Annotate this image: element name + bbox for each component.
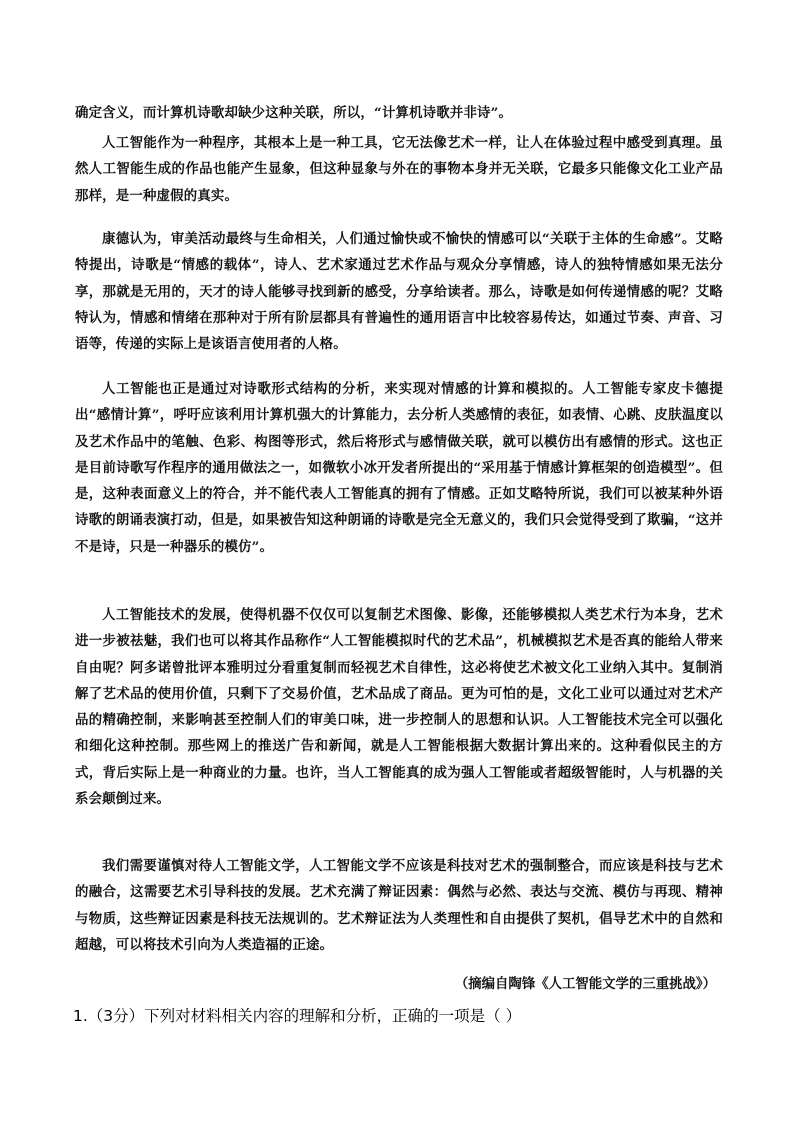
article-paragraph-4: 人工智能也正是通过对诗歌形式结构的分析，来实现对情感的计算和模拟的。人工智能专家皮卡德提出“感情计算”，呼吁应该利用计算机强大的计算能力，去分析人类感情的表征，如表情、心跳、皮肤温度以及艺术作品中的笔触、色彩、构图等形式，然后将形式与感情做关联，就可以模仿出有感情的形式。这也正是目前诗歌写作程序的通用做法之一，如微软小冰开发者所提出的“采用基于情感计算框架的创造模型”。但是，这种表面意义上的符合，并不能代表人工智能真的拥有了情感。正如艾略特所说，我们可以被某种外语诗歌的朗诵表演打动，但是，如果被告知这种朗诵的诗歌是完全无意义的，我们只会觉得受到了欺骗，“这并不是诗，只是一种器乐的模仿”。 [75, 381, 723, 555]
article-paragraph-2: 人工智能作为一种程序，其根本上是一种工具，它无法像艺术一样，让人在体验过程中感受到真理。虽然人工智能生成的作品也能产生显象，但这种显象与外在的事物本身并无关联，它最多只能像文化工业产品那样，是一种虚假的真实。 [75, 135, 723, 204]
question-1: 1.（3分）下列对材料相关内容的理解和分析，正确的一项是（ ） [73, 1007, 522, 1025]
article-paragraph-6: 我们需要谨慎对待人工智能文学，人工智能文学不应该是科技对艺术的强制整合，而应该是科技与艺术的融合，这需要艺术引导科技的发展。艺术充满了辩证因素：偶然与必然、表达与交流、模仿与再现、精神与物质，这些辩证因素是科技无法规训的。艺术辩证法为人类理性和自由提供了契机，倡导艺术中的自然和超越，可以将技术引向为人类造福的正途。 [75, 858, 723, 953]
article-paragraph-5: 人工智能技术的发展，使得机器不仅仅可以复制艺术图像、影像，还能够模拟人类艺术行为本身，艺术进一步被祛魅，我们也可以将其作品称作“人工智能模拟时代的艺术品”，机械模拟艺术是否真的能给人带来自由呢？阿多诺曾批评本雅明过分看重复制而轻视艺术自律性，这必将使艺术被文化工业纳入其中。复制消解了艺术品的使用价值，只剩下了交易价值，艺术品成了商品。更为可怕的是，文化工业可以通过对艺术产品的精确控制，来影响甚至控制人们的审美口味，进一步控制人的思想和认识。人工智能技术完全可以强化和细化这种控制。那些网上的推送广告和新闻，就是人工智能根据大数据计算出来的。这种看似民主的方式，背后实际上是一种商业的力量。也许，当人工智能真的成为强人工智能或者超级智能时，人与机器的关系会颠倒过来。 [75, 607, 723, 808]
article-source-citation: （摘编自陶锋《人工智能文学的三重挑战》） [454, 976, 716, 992]
article-paragraph-1: 确定含义，而计算机诗歌却缺少这种关联，所以，“计算机诗歌并非诗”。 [75, 105, 513, 121]
article-paragraph-3: 康德认为，审美活动最终与生命相关，人们通过愉快或不愉快的情感可以“关联于主体的生命感”。艾略特提出，诗歌是“情感的载体”，诗人、艺术家通过艺术作品与观众分享情感，诗人的独特情感如果无法分享，那就是无用的，天才的诗人能够寻找到新的感受，分享给读者。那么，诗歌是如何传递情感的呢？艾略特认为，情感和情绪在那种对于所有阶层都具有普遍性的通用语言中比较容易传达，如通过节奏、声音、习语等，传递的实际上是该语言使用者的人格。 [75, 231, 723, 353]
